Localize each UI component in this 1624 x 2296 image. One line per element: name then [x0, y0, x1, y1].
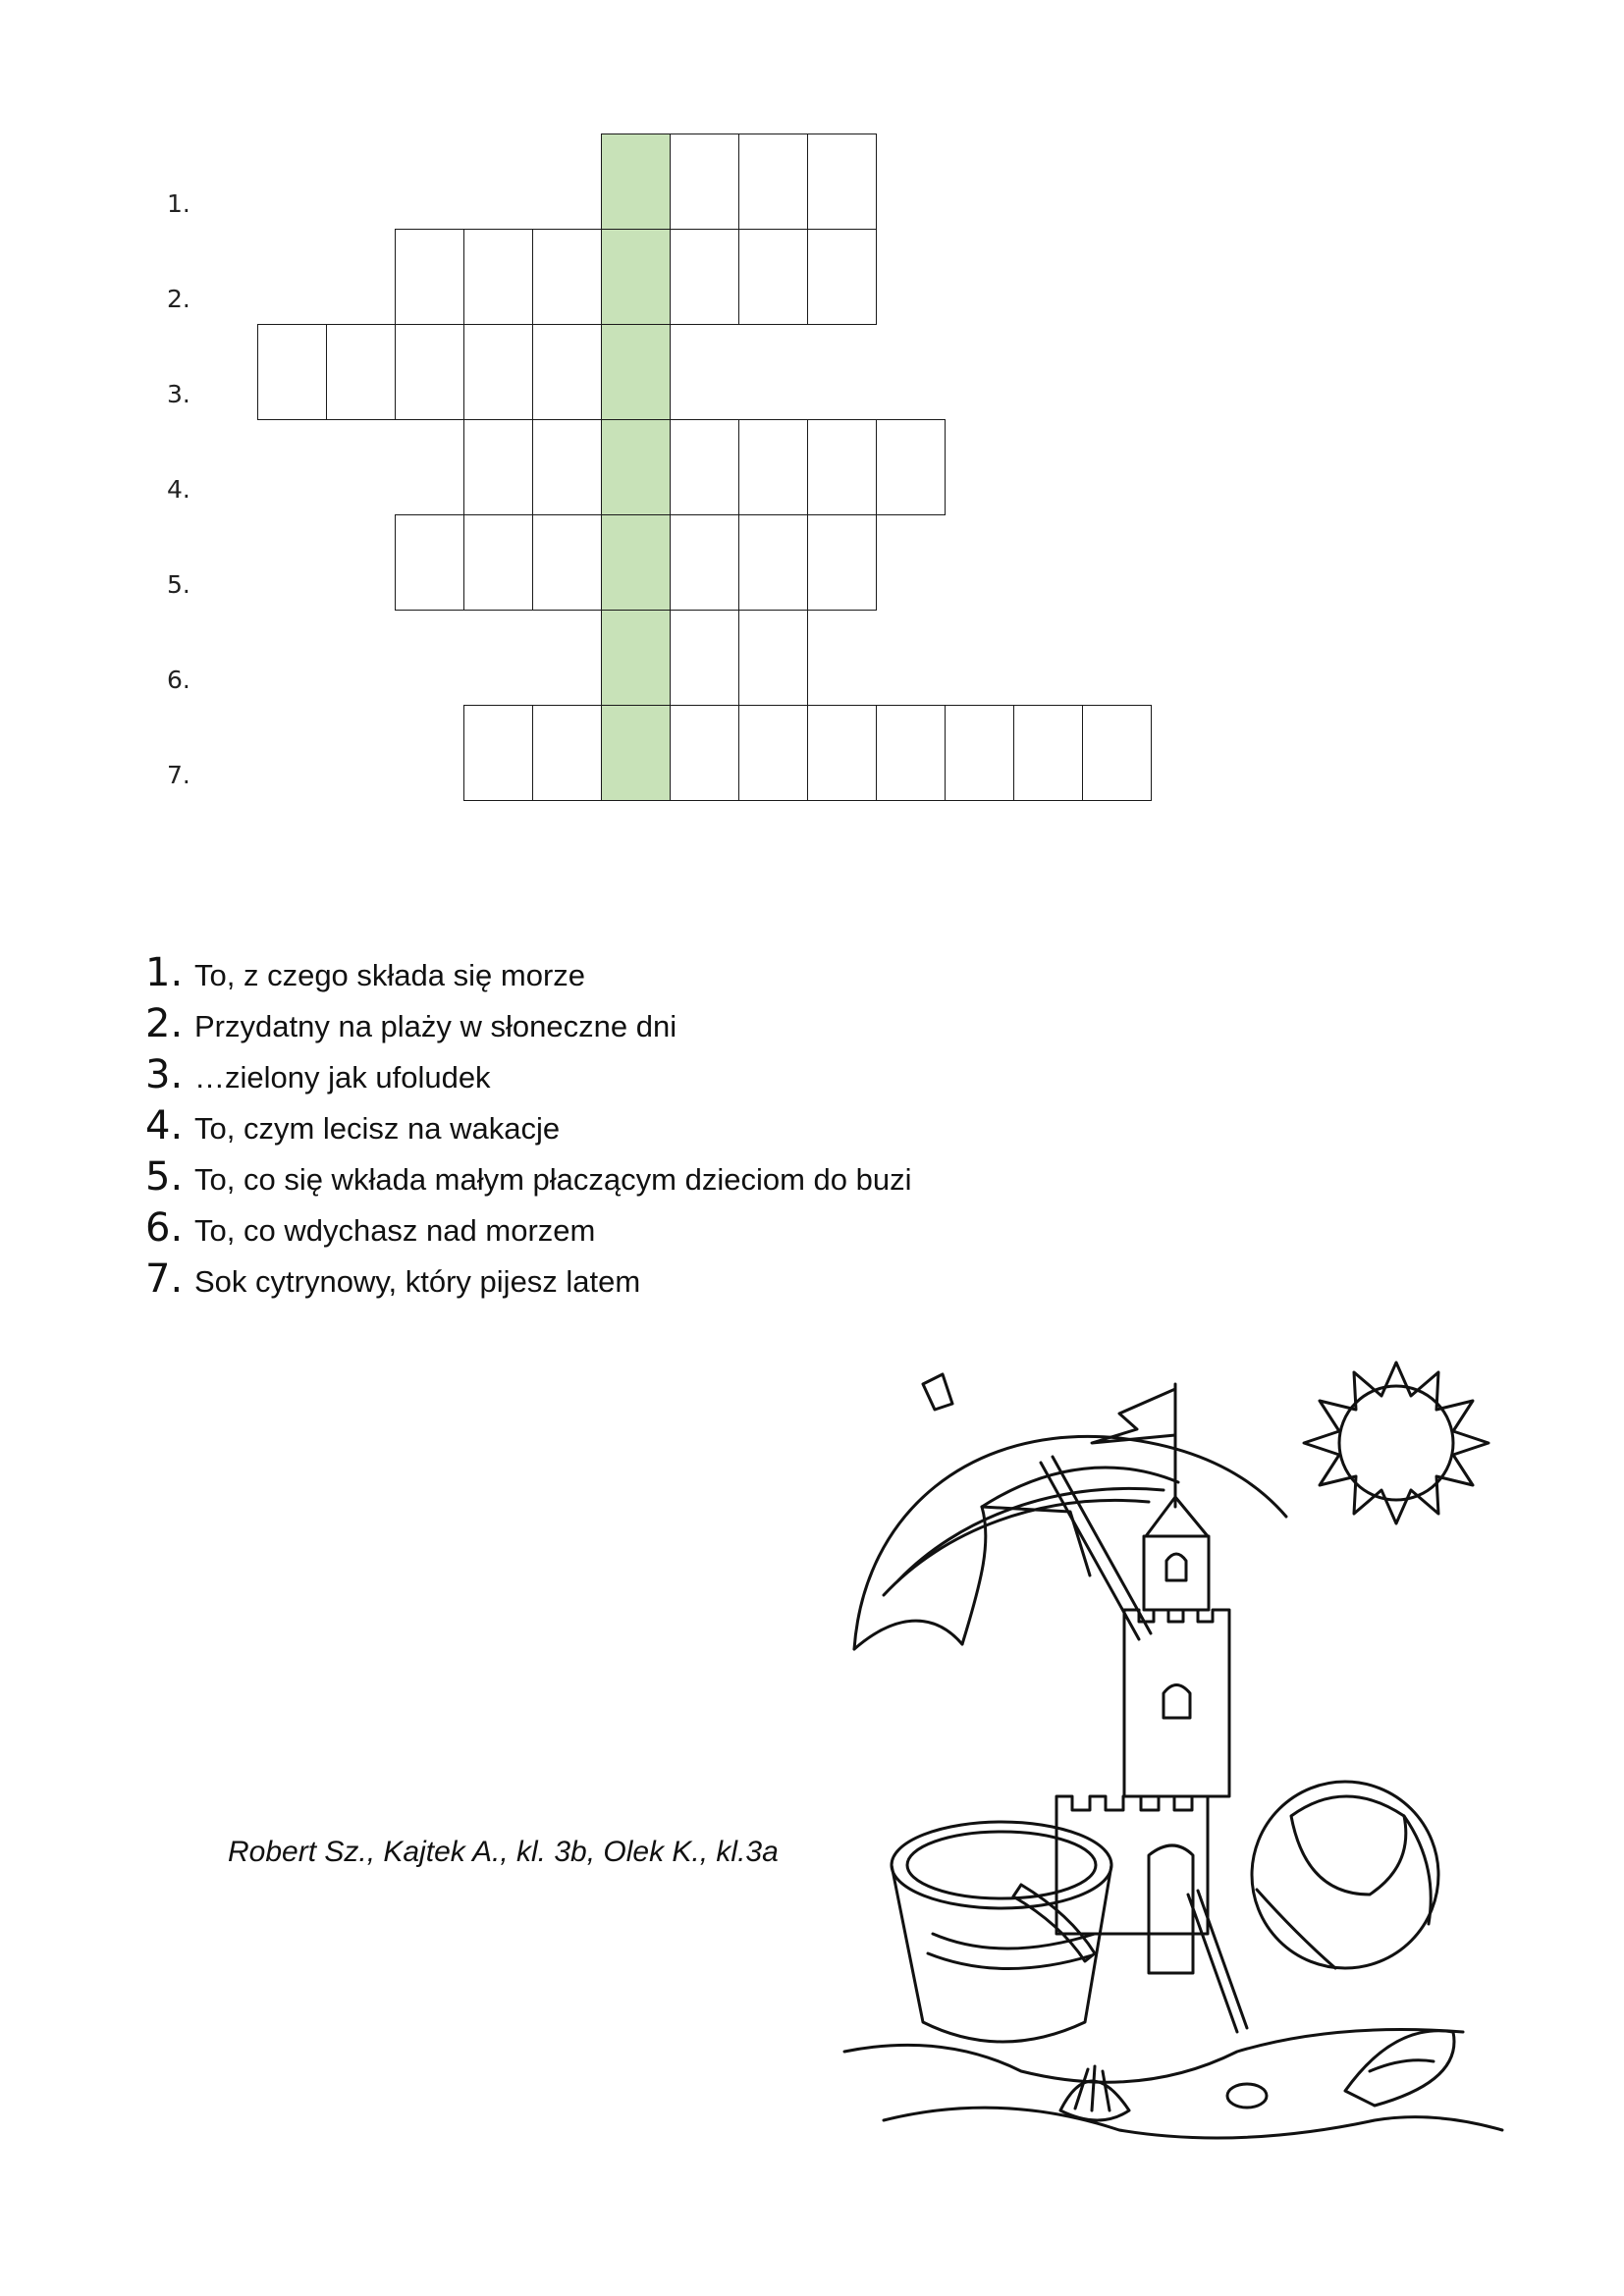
- crossword-cell[interactable]: [463, 324, 533, 420]
- clue-item: [145, 1001, 912, 1052]
- crossword-cell[interactable]: [532, 514, 602, 611]
- clue-text: To, co wdychasz nad morzem: [194, 1213, 596, 1248]
- crossword-cell[interactable]: [670, 610, 739, 706]
- clue-item: [145, 1205, 912, 1256]
- clue-item: [145, 1103, 912, 1154]
- crossword-cell[interactable]: [395, 229, 464, 325]
- crossword-cell[interactable]: [463, 419, 533, 515]
- crossword-cell[interactable]: [876, 419, 946, 515]
- clue-item: [145, 1052, 912, 1103]
- clue-item: [145, 1256, 912, 1308]
- crossword-cell[interactable]: [807, 419, 877, 515]
- crossword-cell[interactable]: [738, 514, 808, 611]
- crossword-cell[interactable]: [1082, 705, 1152, 801]
- crossword-cell[interactable]: [876, 705, 946, 801]
- crossword-key-cell[interactable]: [601, 324, 671, 420]
- crossword-cell[interactable]: [738, 419, 808, 515]
- crossword-cell[interactable]: [463, 229, 533, 325]
- crossword-cell[interactable]: [1013, 705, 1083, 801]
- clue-number: 6.: [145, 1205, 184, 1251]
- clue-text: Przydatny na plaży w słoneczne dni: [194, 1009, 677, 1043]
- crossword-grid: [0, 0, 1624, 883]
- crossword-cell[interactable]: [532, 324, 602, 420]
- crossword-cell[interactable]: [463, 705, 533, 801]
- clue-text: To, co się wkłada małym płaczącym dzieciom do buzi: [194, 1162, 912, 1197]
- row-number: 4.: [167, 475, 190, 504]
- umbrella-icon: [854, 1374, 1286, 1649]
- sun-icon: [1304, 1362, 1489, 1523]
- clue-number: 3.: [145, 1052, 184, 1097]
- crossword-key-cell[interactable]: [601, 419, 671, 515]
- crossword-cell[interactable]: [257, 324, 327, 420]
- clue-text: …zielony jak ufoludek: [194, 1060, 491, 1095]
- crossword-cell[interactable]: [670, 514, 739, 611]
- crossword-cell[interactable]: [945, 705, 1014, 801]
- clue-number: 2.: [145, 1001, 184, 1046]
- crossword-cell[interactable]: [807, 229, 877, 325]
- row-number: 5.: [167, 570, 190, 599]
- sandcastle-icon: [1056, 1497, 1229, 1934]
- crossword-cell[interactable]: [670, 229, 739, 325]
- clue-item: [145, 950, 912, 1001]
- crossword-cell[interactable]: [670, 133, 739, 230]
- crossword-cell[interactable]: [738, 133, 808, 230]
- crossword-cell[interactable]: [738, 705, 808, 801]
- crossword-key-cell[interactable]: [601, 705, 671, 801]
- crossword-key-cell[interactable]: [601, 514, 671, 611]
- crossword-cell[interactable]: [532, 419, 602, 515]
- shovel-icon: [1149, 1845, 1247, 2032]
- crossword-cell[interactable]: [670, 419, 739, 515]
- crossword-cell[interactable]: [395, 514, 464, 611]
- row-number: 2.: [167, 285, 190, 313]
- clue-number: 7.: [145, 1256, 184, 1302]
- crossword-cell[interactable]: [738, 229, 808, 325]
- clue-number: 4.: [145, 1103, 184, 1148]
- clue-text: To, z czego składa się morze: [194, 958, 586, 992]
- crossword-key-cell[interactable]: [601, 610, 671, 706]
- clue-number: 1.: [145, 950, 184, 995]
- crossword-cell[interactable]: [326, 324, 396, 420]
- shell-icon: [1060, 2031, 1454, 2120]
- crossword-cell[interactable]: [395, 324, 464, 420]
- crossword-cell[interactable]: [463, 514, 533, 611]
- clue-list: [145, 950, 912, 1308]
- row-number: 1.: [167, 189, 190, 218]
- crossword-cell[interactable]: [670, 705, 739, 801]
- crossword-cell[interactable]: [807, 514, 877, 611]
- clue-item: [145, 1154, 912, 1205]
- authors-credit: Robert Sz., Kajtek A., kl. 3b, Olek K., kl.3a: [228, 1836, 779, 1868]
- crossword-cell[interactable]: [738, 610, 808, 706]
- bucket-icon: [892, 1822, 1111, 2042]
- row-number: 6.: [167, 666, 190, 694]
- clue-text: To, czym lecisz na wakacje: [194, 1111, 561, 1146]
- beach-scene-icon: [825, 1345, 1512, 2160]
- crossword-key-cell[interactable]: [601, 133, 671, 230]
- crossword-cell[interactable]: [532, 705, 602, 801]
- crossword-cell[interactable]: [807, 133, 877, 230]
- row-number: 3.: [167, 380, 190, 408]
- crossword-cell[interactable]: [532, 229, 602, 325]
- beach-ball-icon: [1252, 1782, 1438, 1968]
- clue-text: Sok cytrynowy, który pijesz latem: [194, 1264, 641, 1299]
- crossword-cell[interactable]: [807, 705, 877, 801]
- sand-ground: [844, 2030, 1502, 2139]
- row-number: 7.: [167, 761, 190, 789]
- clue-number: 5.: [145, 1154, 184, 1200]
- crossword-key-cell[interactable]: [601, 229, 671, 325]
